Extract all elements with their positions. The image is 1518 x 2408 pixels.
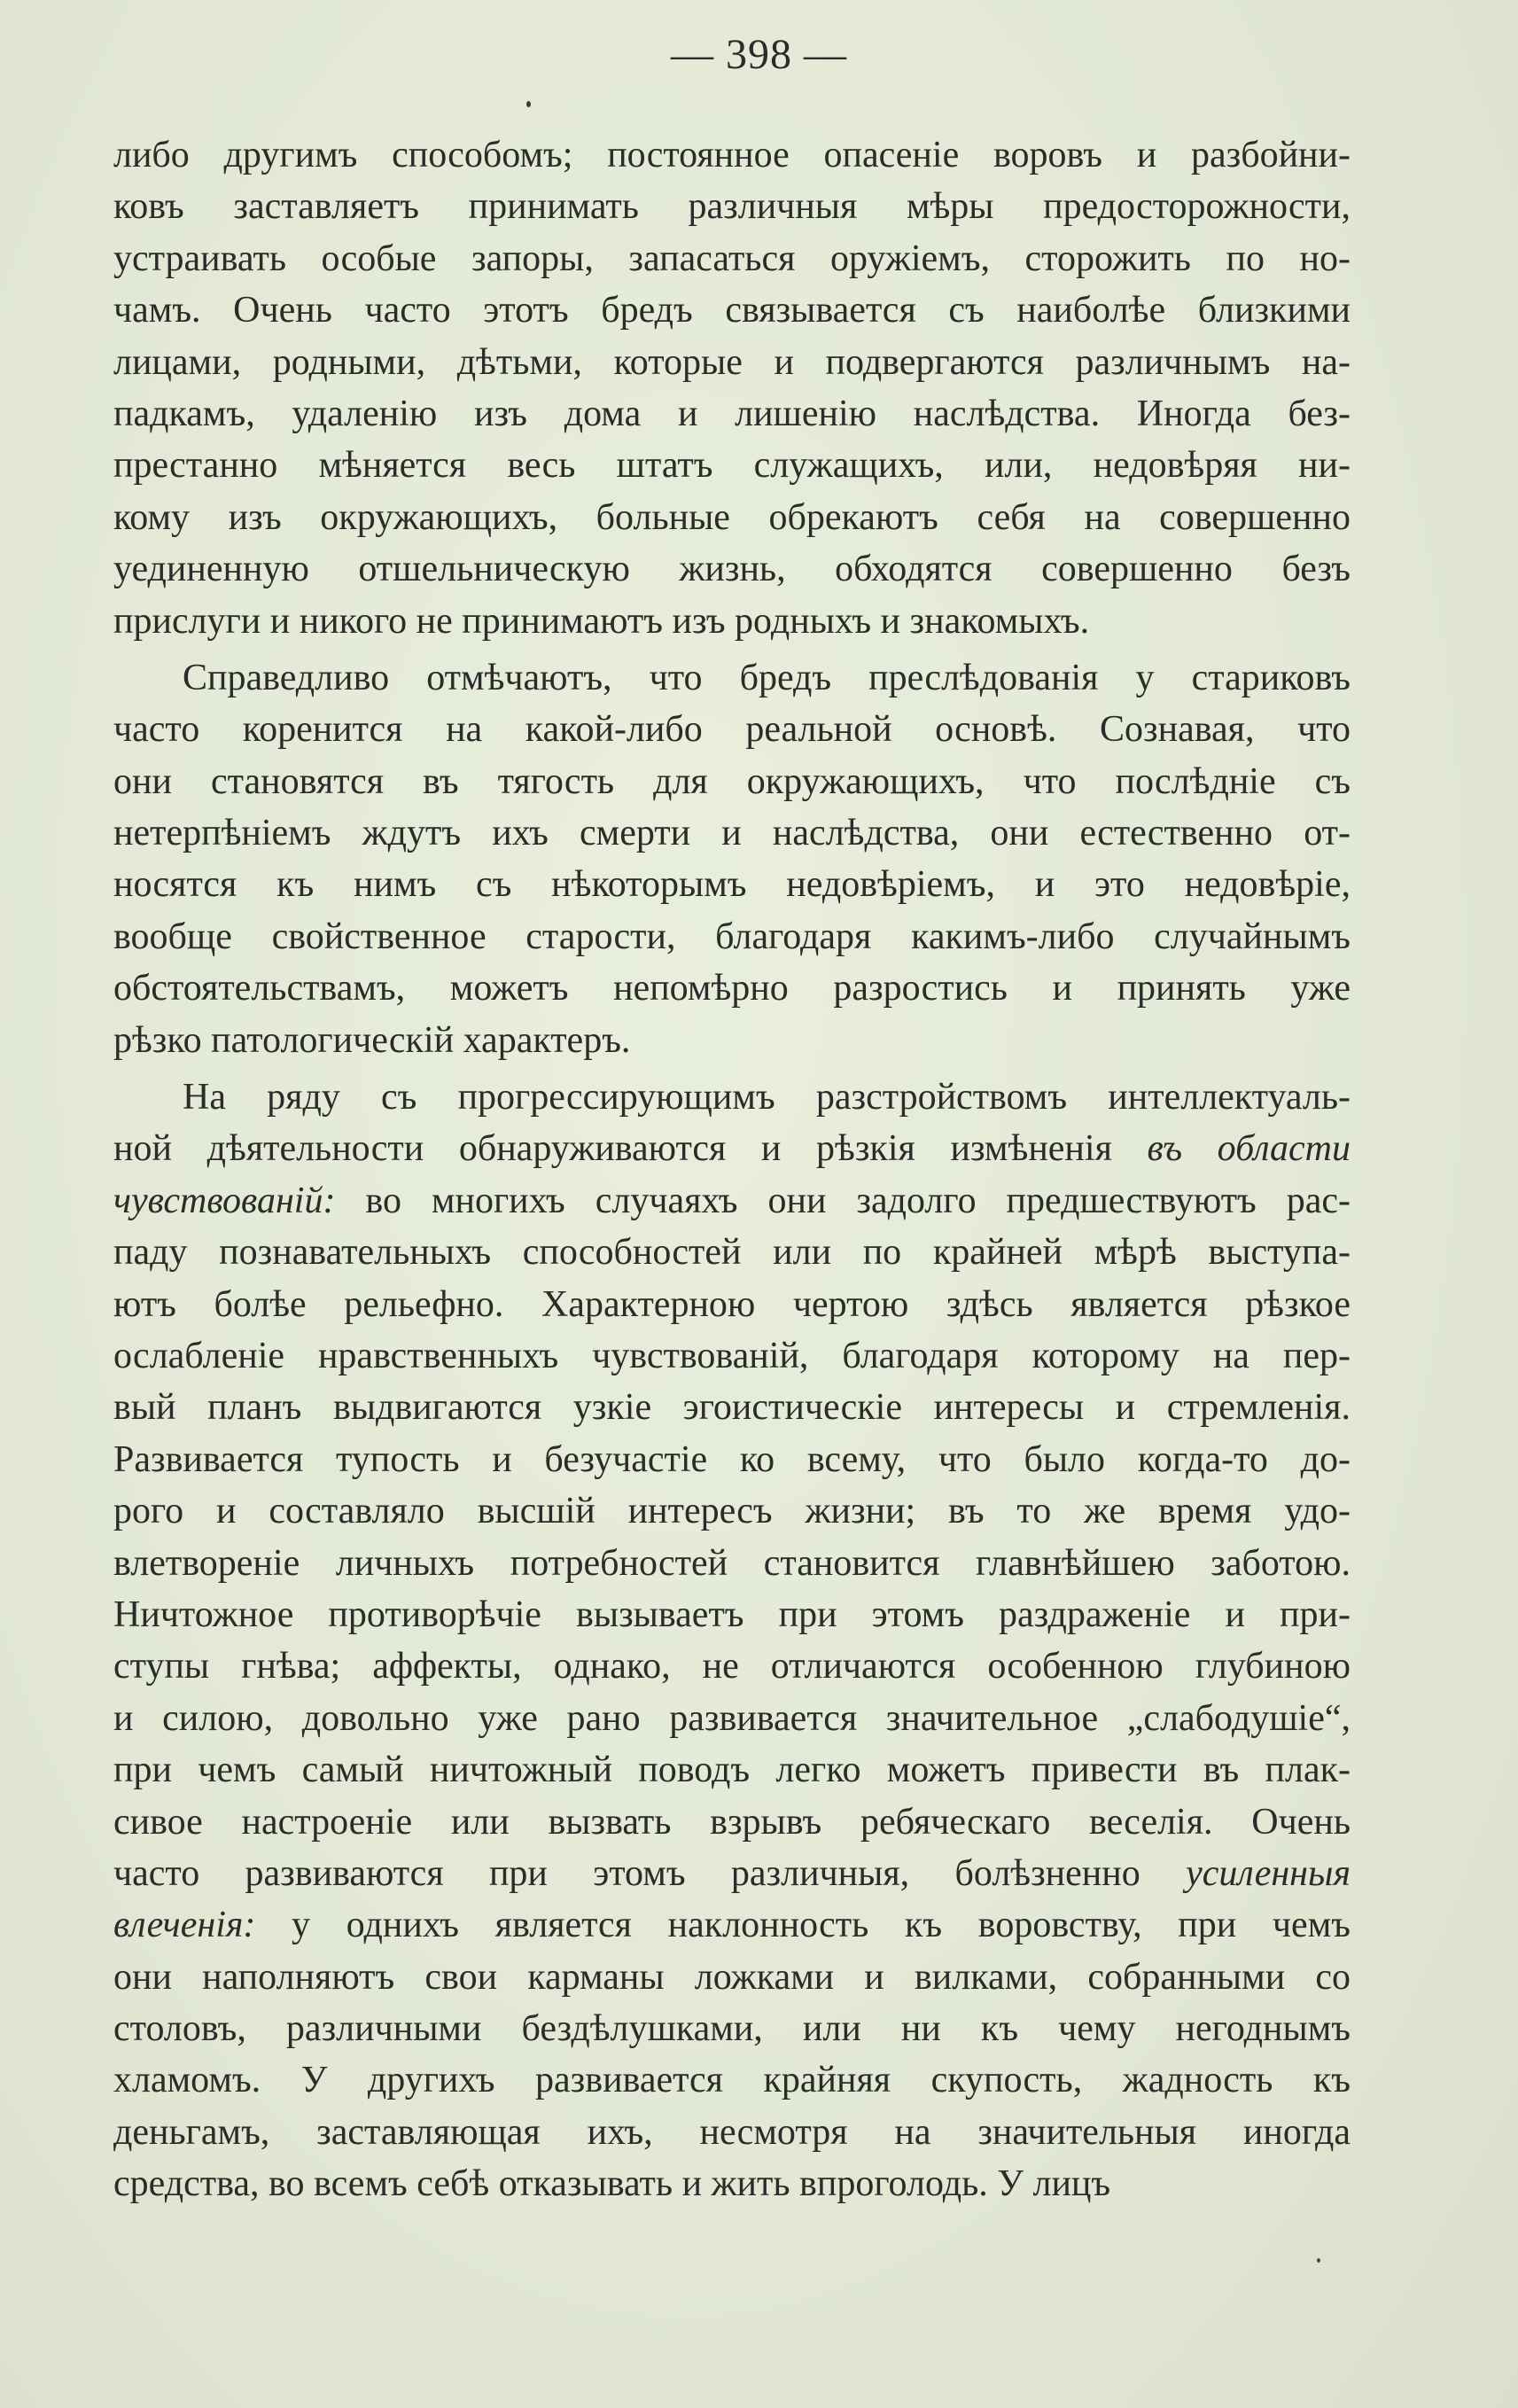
text-line <box>113 1744 1351 1796</box>
text-line <box>113 2158 1351 2209</box>
text-run: они наполняютъ свои карманы ложками и вилками, собранными со <box>113 1956 1351 1998</box>
text-run: и силою, довольно уже рано развивается значительное „слабодушіе“, <box>113 1697 1351 1739</box>
text-run: вообще свойственное старости, благодаря какимъ-либо случайнымъ <box>113 916 1351 957</box>
text-line <box>113 233 1351 284</box>
text-line <box>113 962 1351 1014</box>
text-line <box>113 2107 1351 2158</box>
text-line <box>113 543 1351 595</box>
text-line <box>113 1434 1351 1485</box>
ink-speck <box>526 101 531 107</box>
text-line <box>113 1015 1351 1066</box>
text-line <box>113 2054 1351 2106</box>
text-line <box>113 284 1351 336</box>
text-run: средства, во всемъ себѣ отказывать и жить впроголодь. У лицъ <box>113 2163 1111 2205</box>
text-run: сивое настроеніе или вызвать взрывъ ребяческаго веселія. Очень <box>113 1801 1351 1843</box>
text-line <box>113 440 1351 491</box>
text-run: падкамъ, удаленію изъ дома и лишенію наслѣдства. Иногда без- <box>113 393 1351 434</box>
text-run: паду познавательныхъ способностей или по крайней мѣрѣ выступа- <box>113 1232 1351 1274</box>
text-run: столовъ, различными бездѣлушками, или ни къ чему негоднымъ <box>113 2008 1351 2050</box>
text-line <box>113 1538 1351 1589</box>
text-run: они становятся въ тягость для окружающихъ, что послѣдніе съ <box>113 760 1351 802</box>
text-run: прислуги и никого не принимаютъ изъ родныхъ и знакомыхъ. <box>113 600 1090 642</box>
text-run: ковъ заставляетъ принимать различныя мѣры предосторожности, <box>113 186 1351 228</box>
text-run: престанно мѣняется весь штатъ служащихъ, или, недовѣряя ни- <box>113 445 1351 487</box>
paragraph <box>113 652 1351 1066</box>
text-line <box>113 1485 1351 1537</box>
text-line <box>113 652 1351 704</box>
text-line <box>113 807 1351 859</box>
ink-speck <box>1317 2258 1320 2263</box>
text-line <box>113 1072 1351 1123</box>
text-line <box>113 1382 1351 1433</box>
text-run: носятся къ нимъ съ нѣкоторымъ недовѣріемъ, и это недовѣріе, <box>113 864 1351 906</box>
text-run: либо другимъ способомъ; постоянное опасеніе воровъ и разбойни- <box>113 135 1351 175</box>
text-run: ослабленіе нравственныхъ чувствованій, благодаря которому на пер- <box>113 1335 1351 1376</box>
text-line <box>113 1227 1351 1278</box>
text-line <box>113 337 1351 388</box>
text-run: вый планъ выдвигаются узкіе эгоистическіе интересы и стремленія. <box>113 1387 1351 1429</box>
text-run: у однихъ является наклонность къ воровству, при чемъ <box>255 1905 1351 1946</box>
text-line <box>113 1279 1351 1330</box>
italic-term: влеченія: <box>113 1905 256 1946</box>
text-line <box>113 181 1351 232</box>
text-line <box>113 1175 1351 1227</box>
text-run: ютъ болѣе рельефно. Характерною чертою здѣсь является рѣзкое <box>113 1283 1351 1325</box>
text-line <box>113 1640 1351 1692</box>
text-line <box>113 388 1351 440</box>
text-line <box>113 129 1351 181</box>
text-line <box>113 1848 1351 1899</box>
text-run: уединенную отшельническую жизнь, обходятся совершенно безъ <box>113 549 1351 590</box>
text-run: На ряду съ прогрессирующимъ разстройствомъ интеллектуаль- <box>183 1077 1351 1118</box>
text-line <box>113 1589 1351 1640</box>
text-run: нетерпѣніемъ ждутъ ихъ смерти и наслѣдства, они естественно от- <box>113 813 1351 854</box>
text-line <box>113 704 1351 755</box>
text-run: Справедливо отмѣчаютъ, что бредъ преслѣдованія у стариковъ <box>183 657 1351 698</box>
text-run: обстоятельствамъ, можетъ непомѣрно разростись и принять уже <box>113 968 1351 1009</box>
text-run: устраивать особые запоры, запасаться оружіемъ, сторожить по но- <box>113 238 1351 279</box>
paragraph <box>113 1072 1351 2210</box>
text-run: хламомъ. У другихъ развивается крайняя скупость, жадность къ <box>113 2060 1351 2101</box>
text-line <box>113 1330 1351 1382</box>
text-line <box>113 1123 1351 1174</box>
text-line <box>113 596 1351 647</box>
text-line <box>113 1899 1351 1951</box>
text-line <box>113 1693 1351 1744</box>
text-run: влетвореніе личныхъ потребностей становится главнѣйшею заботою. <box>113 1542 1351 1584</box>
italic-term: въ области <box>1147 1128 1351 1170</box>
text-run: рѣзко патологическій характеръ. <box>113 1019 631 1061</box>
text-run: чамъ. Очень часто этотъ бредъ связывается съ наиболѣе близкими <box>113 290 1351 331</box>
text-run: при чемъ самый ничтожный поводъ легко можетъ привести въ плак- <box>113 1750 1351 1791</box>
text-run: часто развиваются при этомъ различныя, болѣзненно <box>113 1852 1187 1894</box>
paragraph <box>113 129 1351 647</box>
body-text <box>113 129 1351 2210</box>
text-run: часто коренится на какой-либо реальной основѣ. Сознавая, что <box>113 709 1351 751</box>
text-run: лицами, родными, дѣтьми, которые и подвергаются различнымъ на- <box>113 341 1351 383</box>
italic-term: чувствованій: <box>113 1180 336 1221</box>
text-line <box>113 1796 1351 1848</box>
text-run: деньгамъ, заставляющая ихъ, несмотря на значительныя иногда <box>113 2111 1351 2153</box>
text-line <box>113 492 1351 543</box>
text-run: Ничтожное противорѣчіе вызываетъ при этомъ раздраженіе и при- <box>113 1594 1351 1635</box>
text-line <box>113 756 1351 807</box>
text-run: ной дѣятельности обнаруживаются и рѣзкія измѣненія <box>113 1128 1148 1170</box>
text-run: ступы гнѣва; аффекты, однако, не отличаются особенною глубиною <box>113 1646 1351 1687</box>
italic-term: усиленныя <box>1186 1852 1351 1894</box>
text-line <box>113 859 1351 910</box>
text-line <box>113 2003 1351 2054</box>
text-run: кому изъ окружающихъ, больные обрекаютъ себя на совершенно <box>113 496 1351 538</box>
text-line <box>113 911 1351 962</box>
page-number: — 398 — <box>671 31 847 78</box>
text-run: рого и составляло высшій интересъ жизни; въ то же время удо- <box>113 1491 1351 1532</box>
text-line <box>113 1952 1351 2003</box>
text-run: во многихъ случаяхъ они задолго предшествуютъ рас- <box>335 1180 1351 1221</box>
text-run: Развивается тупость и безучастіе ко всему, что было когда-то до- <box>113 1438 1351 1480</box>
